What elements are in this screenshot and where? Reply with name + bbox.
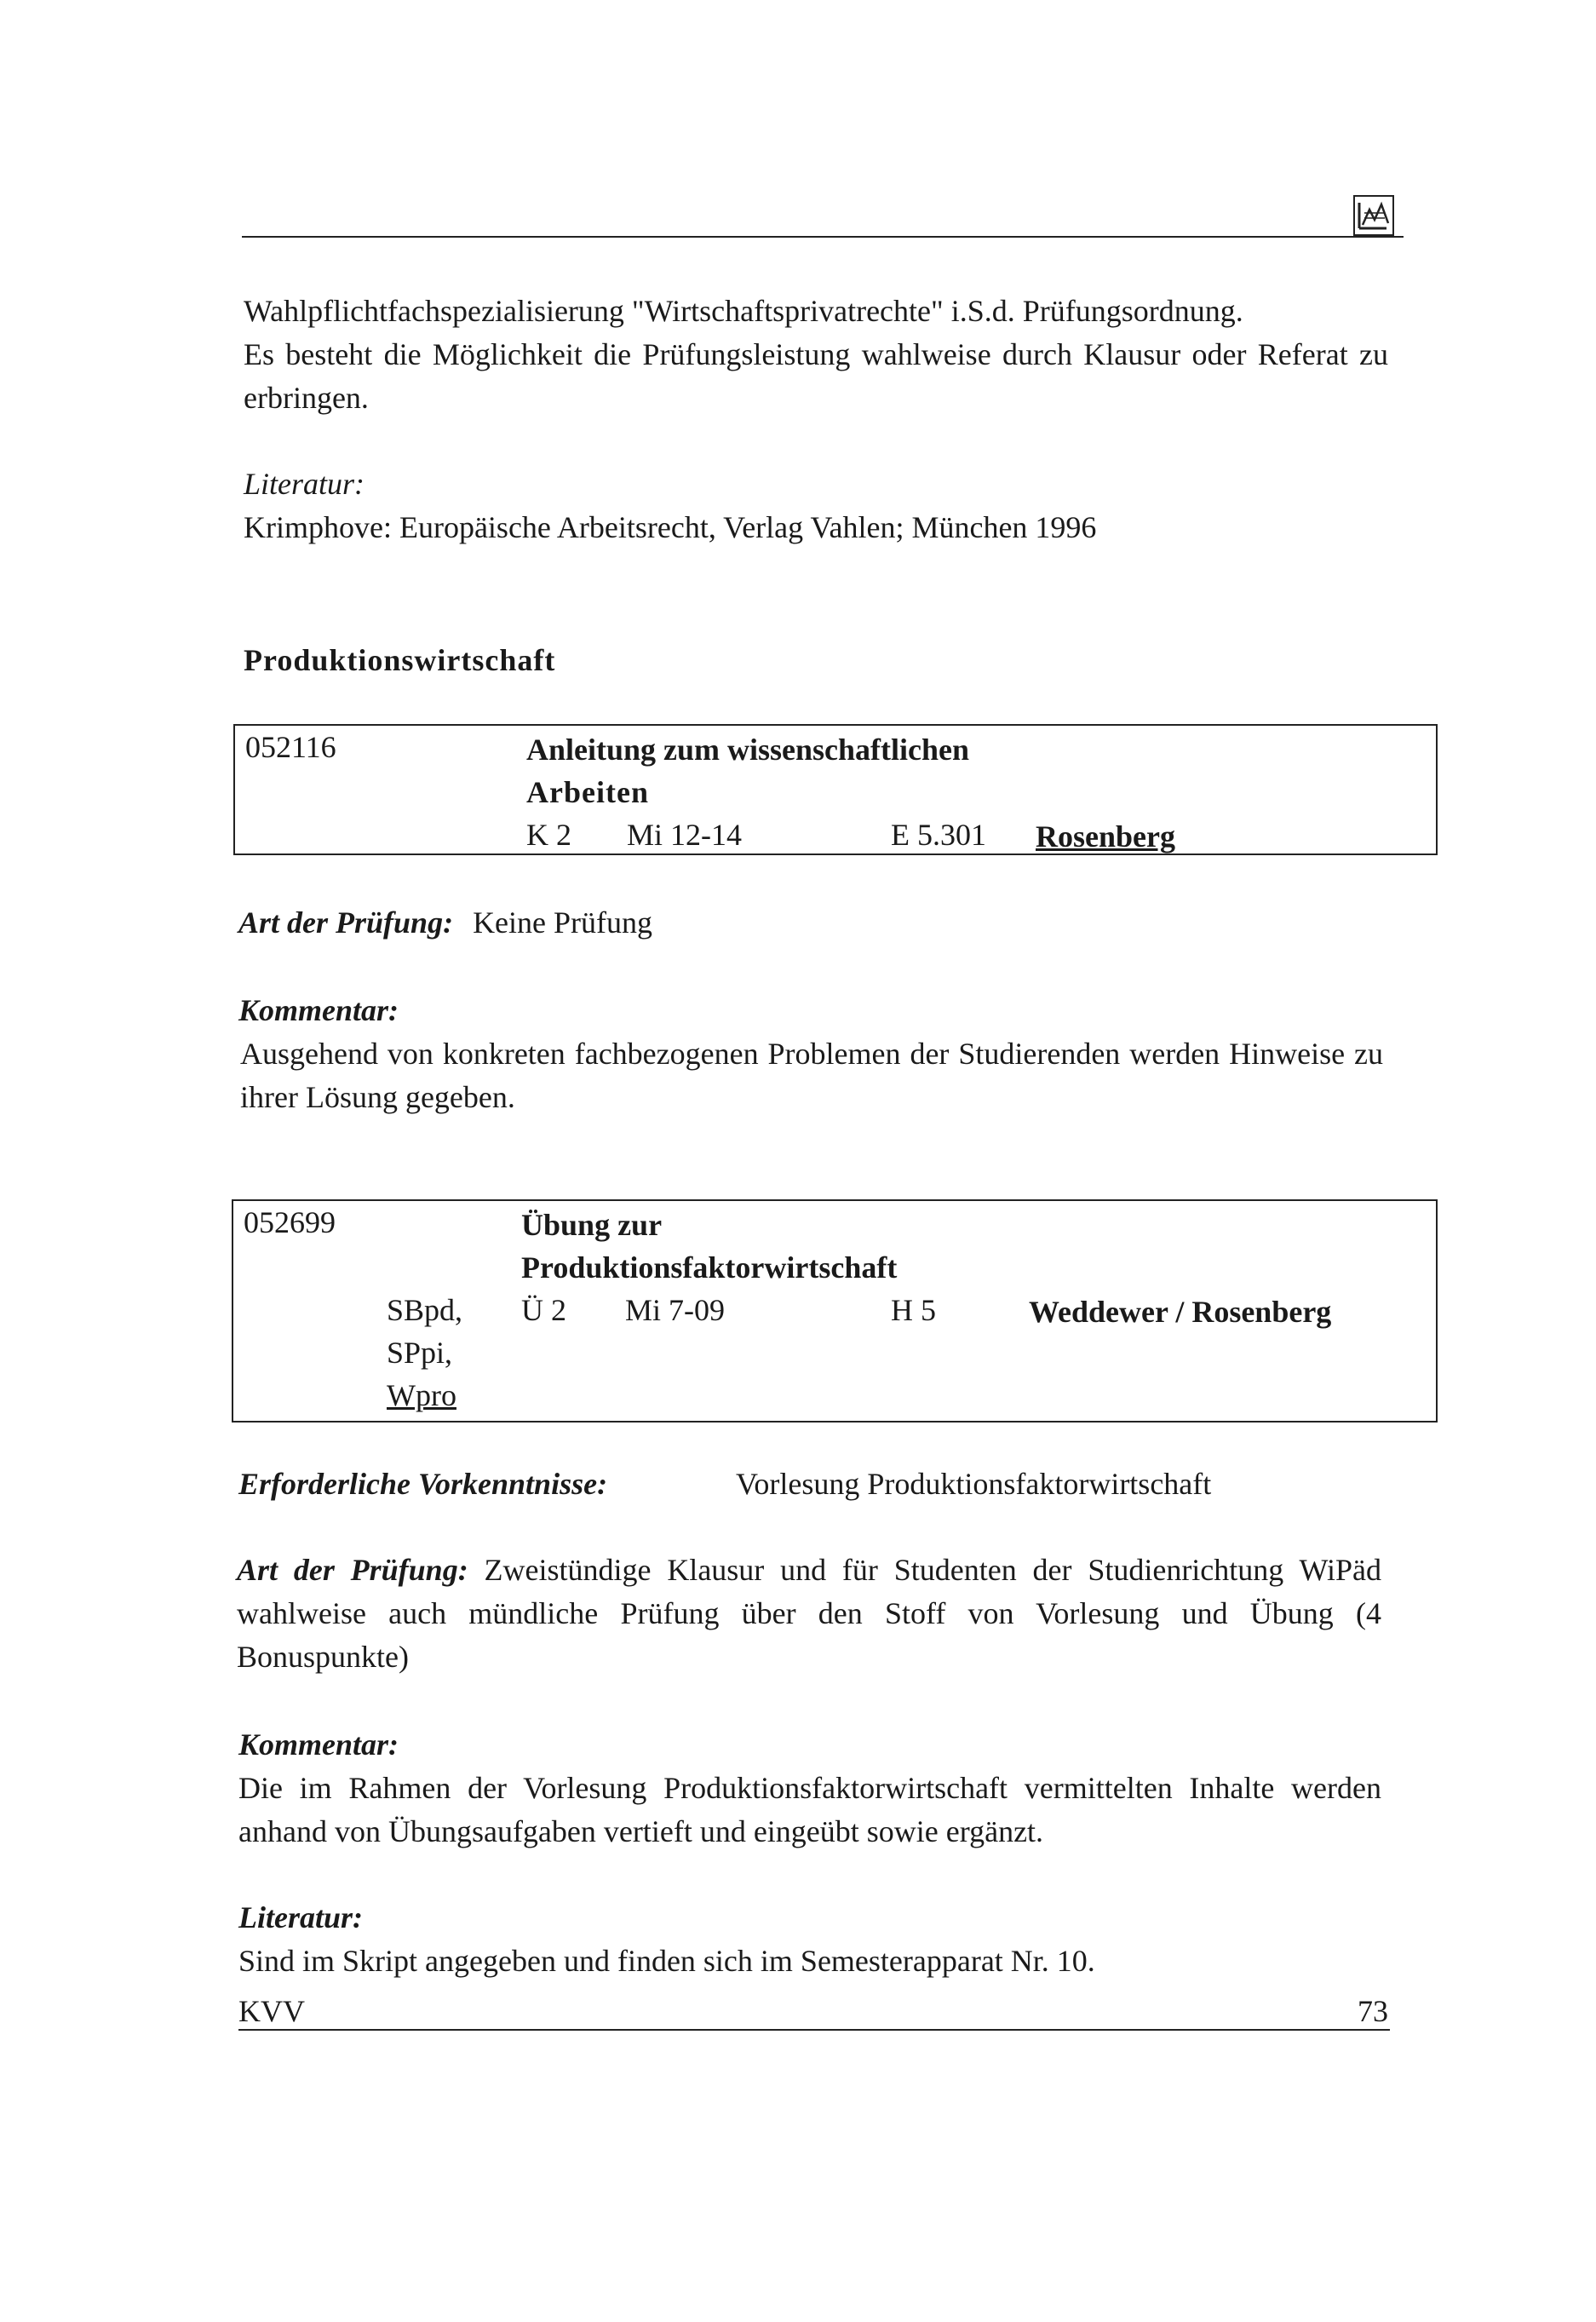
course-number: 052699 bbox=[244, 1205, 336, 1239]
course-group-1: SBpd, bbox=[387, 1293, 463, 1327]
course-room: E 5.301 bbox=[891, 818, 986, 852]
exam-row bbox=[238, 901, 652, 945]
course-title-line-2: Arbeiten bbox=[526, 775, 649, 809]
exam-label: Art der Prüfung: bbox=[238, 905, 454, 940]
course-title-line-2: Produktionsfaktorwirtschaft bbox=[521, 1250, 898, 1285]
faculty-logo-icon bbox=[1352, 194, 1395, 237]
footer-left: KVV bbox=[238, 1994, 305, 2028]
intro-line-1: Wahlpflichtfachspezialisierung "Wirtschaftsprivatrechte" i.S.d. Prüfungsordnung. bbox=[244, 294, 1243, 328]
course-room: H 5 bbox=[891, 1293, 936, 1327]
comment-label: Kommentar: bbox=[238, 1727, 399, 1762]
intro-line-2: Es besteht die Möglichkeit die Prüfungsleistung wahlweise durch Klausur oder Referat zu erbringen. bbox=[244, 337, 1388, 415]
section-title: Produktionswirtschaft bbox=[244, 643, 556, 677]
exam-paragraph bbox=[237, 1549, 1381, 1679]
exam-label: Art der Prüfung: bbox=[237, 1553, 468, 1587]
footer-rule bbox=[238, 2029, 1390, 2031]
course-title-line-1: Übung zur bbox=[521, 1208, 663, 1242]
exam-text: Keine Prüfung bbox=[473, 905, 653, 940]
course-number: 052116 bbox=[245, 730, 336, 764]
literature-label: Literatur: bbox=[238, 1900, 364, 1934]
comment-text: Ausgehend von konkreten fachbezogenen Problemen der Studierenden werden Hinweise zu ihrer Lösung gegeben. bbox=[240, 1037, 1383, 1114]
course-type: Ü 2 bbox=[521, 1293, 566, 1327]
comment-text: Die im Rahmen der Vorlesung Produktionsfaktorwirtschaft vermittelten Inhalte werden anhand von Übungsaufgaben vertieft und eingeübt sowie ergänzt. bbox=[238, 1771, 1381, 1848]
course-time: Mi 12-14 bbox=[627, 818, 742, 852]
course-lecturer: Rosenberg bbox=[1036, 819, 1175, 854]
prereq-text: Vorlesung Produktionsfaktorwirtschaft bbox=[736, 1467, 1212, 1501]
literature-label: Literatur: bbox=[244, 467, 365, 501]
comment-label: Kommentar: bbox=[238, 993, 399, 1027]
course-lecturer: Weddewer / Rosenberg bbox=[1029, 1295, 1332, 1329]
exam-text: Zweistündige Klausur und für Studenten der Studienrichtung WiPäd wahlweise auch mündliche Prüfung über den Stoff von Vorlesung und Übung (4 Bonuspunkte) bbox=[237, 1553, 1381, 1674]
literature-text: Krimphove: Europäische Arbeitsrecht, Verlag Vahlen; München 1996 bbox=[244, 510, 1097, 544]
header-rule bbox=[242, 236, 1404, 238]
course-time: Mi 7-09 bbox=[625, 1293, 725, 1327]
prereq-label: Erforderliche Vorkenntnisse: bbox=[238, 1467, 608, 1501]
course-title-line-1: Anleitung zum wissenschaftlichen bbox=[526, 733, 970, 767]
course-type: K 2 bbox=[526, 818, 571, 852]
page-number: 73 bbox=[1358, 1994, 1388, 2028]
course-group-3: Wpro bbox=[387, 1378, 456, 1412]
literature-text: Sind im Skript angegeben und finden sich im Semesterapparat Nr. 10. bbox=[238, 1944, 1095, 1978]
course-group-2: SPpi, bbox=[387, 1336, 453, 1370]
